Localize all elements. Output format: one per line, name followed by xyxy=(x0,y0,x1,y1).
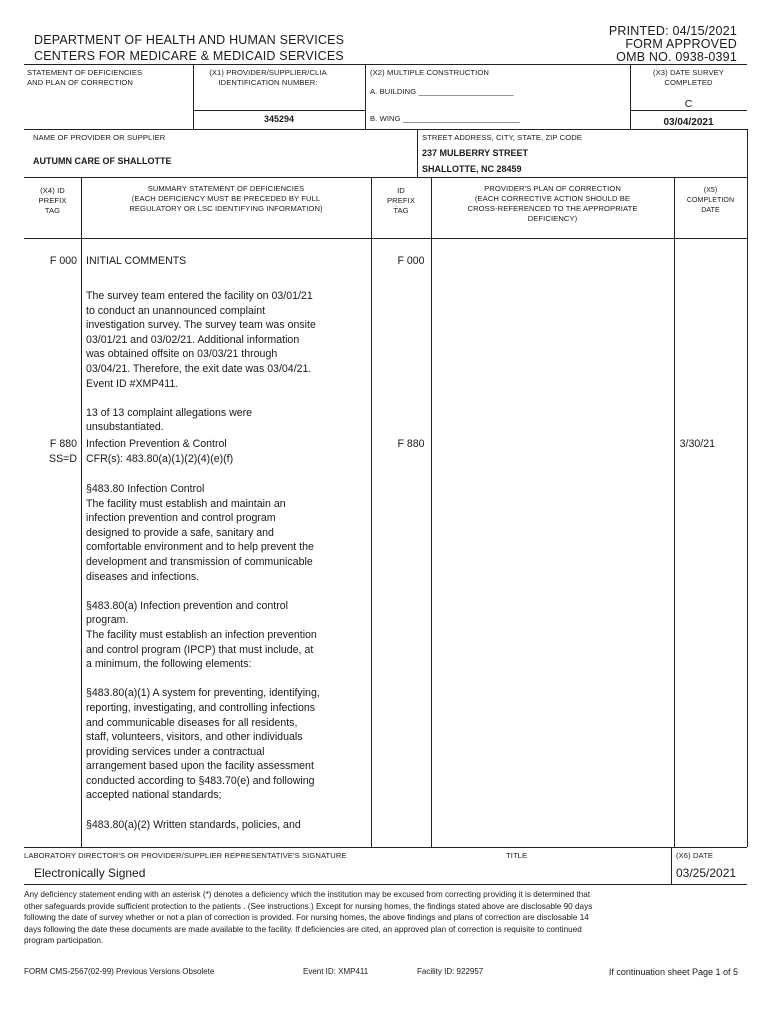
paragraph-483-80a: §483.80(a) Infection prevention and control program. The facility must establish an infection prevention and control program (IPCP) that must include, at a minimum, the following elements: xyxy=(86,599,317,671)
facility-id: Facility ID: 922957 xyxy=(417,967,484,976)
initial-comments-title: INITIAL COMMENTS xyxy=(86,255,187,267)
form-approved: FORM APPROVED xyxy=(625,37,737,51)
printed-date: PRINTED: 04/15/2021 xyxy=(608,24,737,38)
f880-scope-severity: SS=D xyxy=(49,453,77,465)
survey-code: C xyxy=(684,98,693,110)
wing-field: B. WING ___________________________ xyxy=(370,114,520,123)
signature-label: LABORATORY DIRECTOR'S OR PROVIDER/SUPPLIER REPRESENTATIVE'S SIGNATURE xyxy=(24,851,347,860)
paragraph-survey-dates: The survey team entered the facility on 03/01/21 to conduct an unannounced complaint investigation survey. The survey team was onsite 03/01/21 and 03/02/21. Additional information was obtained offsite on 03/03/21 through 03/04/21. Therefore, the exit date was 03/04/21. Event ID #XMP411. xyxy=(86,290,316,390)
x4-id-prefix-tag-header: (X4) ID PREFIX TAG xyxy=(38,186,67,215)
f880-cfr: CFR(s): 483.80(a)(1)(2)(4)(e)(f) xyxy=(86,453,234,465)
date-survey-completed-label: (X3) DATE SURVEY COMPLETED xyxy=(653,68,724,87)
f880-title: Infection Prevention & Control xyxy=(86,438,227,450)
paragraph-483-80a2: §483.80(a)(2) Written standards, policies, and xyxy=(86,818,301,831)
multiple-construction-label: (X2) MULTIPLE CONSTRUCTION xyxy=(370,68,489,77)
address-label: STREET ADDRESS, CITY, STATE, ZIP CODE xyxy=(422,133,582,142)
statement-label: STATEMENT OF DEFICIENCIES AND PLAN OF CORRECTION xyxy=(27,68,143,87)
f880-completion-date: 3/30/21 xyxy=(679,438,715,450)
f880-regulation-text xyxy=(86,482,368,832)
survey-narrative xyxy=(86,289,368,435)
summary-statement-header: SUMMARY STATEMENT OF DEFICIENCIES (EACH DEFICIENCY MUST BE PRECEDED BY FULL REGULATORY OR LSC IDENTIFYING INFORMATION) xyxy=(129,184,323,213)
id-prefix-tag-header: ID PREFIX TAG xyxy=(386,186,416,215)
paragraph-483-80a1: §483.80(a)(1) A system for preventing, identifying, reporting, investigating, and controlling infections and communicable diseases for all residents, staff, volunteers, visitors, and other individuals providing services under a contractual arrangement based upon the facility assessment conducted according to §483.70(e) and following accepted national standards; xyxy=(86,687,320,802)
paragraph-allegations: 13 of 13 complaint allegations were unsubstantiated. xyxy=(86,406,253,434)
page-number: If continuation sheet Page 1 of 5 xyxy=(608,967,738,977)
department-title: DEPARTMENT OF HEALTH AND HUMAN SERVICES xyxy=(34,33,345,47)
building-field: A. BUILDING ______________________ xyxy=(370,87,514,96)
city-state-zip: SHALLOTTE, NC 28459 xyxy=(422,164,522,174)
provider-id-label: (X1) PROVIDER/SUPPLIER/CLIA IDENTIFICATION NUMBER: xyxy=(209,68,327,87)
f000-tag-right: F 000 xyxy=(397,255,425,267)
signature-date-label: (X6) DATE xyxy=(676,851,714,860)
plan-of-correction-header: PROVIDER'S PLAN OF CORRECTION (EACH CORRECTIVE ACTION SHOULD BE CROSS-REFERENCED TO THE APPROPRIATE DEFICIENCY) xyxy=(467,184,638,223)
provider-id-number: 345294 xyxy=(263,114,295,124)
agency-title: CENTERS FOR MEDICARE & MEDICAID SERVICES xyxy=(34,49,344,63)
signature-value: Electronically Signed xyxy=(34,866,146,880)
survey-completed-date: 03/04/2021 xyxy=(663,117,714,128)
title-label: TITLE xyxy=(506,851,528,860)
f000-tag: F 000 xyxy=(49,255,77,267)
form-number: FORM CMS-2567(02-99) Previous Versions Obsolete xyxy=(24,967,215,976)
street-address: 237 MULBERRY STREET xyxy=(422,148,529,158)
event-id: Event ID: XMP411 xyxy=(303,967,369,976)
provider-name: AUTUMN CARE OF SHALLOTTE xyxy=(33,156,172,166)
f880-tag: F 880 xyxy=(49,438,77,450)
disclaimer-text: Any deficiency statement ending with an asterisk (*) denotes a deficiency which the institution may be excused from correcting providing it is determined that other safeguards provide sufficient protection to the patients . (See instructions.) Except for nursing homes, the findings stated above are disclosable 90 days following the date of survey whether or not a plan of correction is provided. For nursing homes, the above findings and plans of correction are disclosable 14 days following the date these documents are made available to the facility. If deficiencies are cited, an approved plan of correction is requisite to continued program participation. xyxy=(24,890,593,946)
provider-name-label: NAME OF PROVIDER OR SUPPLIER xyxy=(33,133,166,142)
completion-date-header: (X5) COMPLETION DATE xyxy=(686,187,735,214)
paragraph-483-80: §483.80 Infection Control The facility must establish and maintain an infection prevention and control program designed to provide a safe, sanitary and comfortable environment and to help prevent the development and transmission of communicable diseases and infections. xyxy=(86,483,314,583)
omb-number: OMB NO. 0938-0391 xyxy=(616,50,737,64)
signature-date: 03/25/2021 xyxy=(676,866,737,880)
f880-tag-right: F 880 xyxy=(397,438,425,450)
